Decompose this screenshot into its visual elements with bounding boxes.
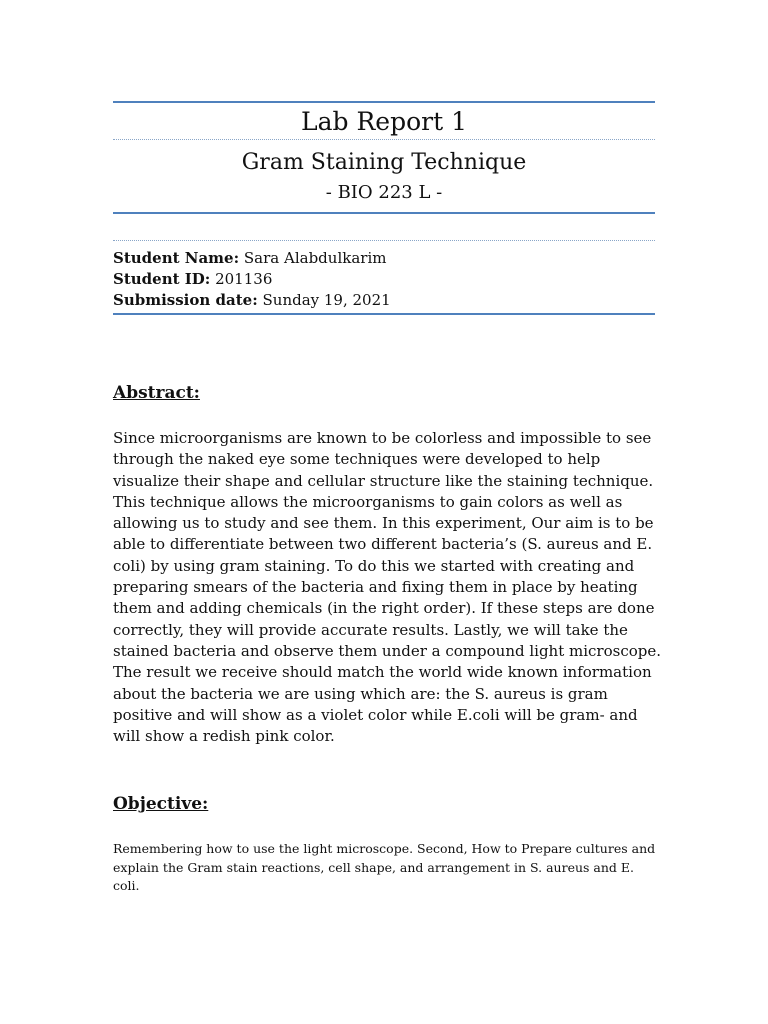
abstract-paragraph: Since microorganisms are known to be colorless and impossible to see through the naked eye some techniques were developed to help visualize their shape and cellular structure like the staining technique. This technique allows the microorganisms to gain colors as well as allowing us to study and see them. In this experiment, Our aim is to be able to differentiate between two different bacteria’s (S. aureus and E. coli) by using gram staining. To do this we started with creating and preparing smears of the bacteria and fixing them in place by heating them and adding chemicals (in the right order). If these steps are done correctly, they will provide accurate results. Lastly, we will take the stained bacteria and observe them under a compound light microscope. The result we receive should match the world wide known information about the bacteria we are using which are: the S. aureus is gram positive and will show as a violet color while E.coli will be gram- and will show a redish pink color. [113,429,662,746]
info-bottom-rule [113,313,655,315]
header-top-rule [113,101,655,103]
student-id-line [113,269,655,290]
student-name-line [113,248,655,269]
info-top-divider [113,240,655,241]
report-title: Lab Report 1 [301,107,467,136]
submission-date-value: Sunday 19, 2021 [257,291,391,309]
report-subtitle: Gram Staining Technique [241,150,527,175]
header-bottom-rule [113,212,655,214]
submission-date-label: Submission date: [113,291,258,309]
student-id-value: 201136 [210,270,273,288]
student-name-value: Sara Alabdulkarim [239,249,387,267]
student-id-label: Student ID: [113,270,211,288]
objective-paragraph: Remembering how to use the light microscope. Second, How to Prepare cultures and explain the Gram stain reactions, cell shape, and arrangement in S. aureus and E. coli. [113,841,656,893]
title-divider [113,139,655,140]
student-name-label: Student Name: [113,249,240,267]
submission-date-line [113,290,655,311]
objective-heading: Objective: [113,794,209,814]
abstract-heading: Abstract: [113,383,200,403]
course-code: - BIO 223 L - [325,182,443,203]
